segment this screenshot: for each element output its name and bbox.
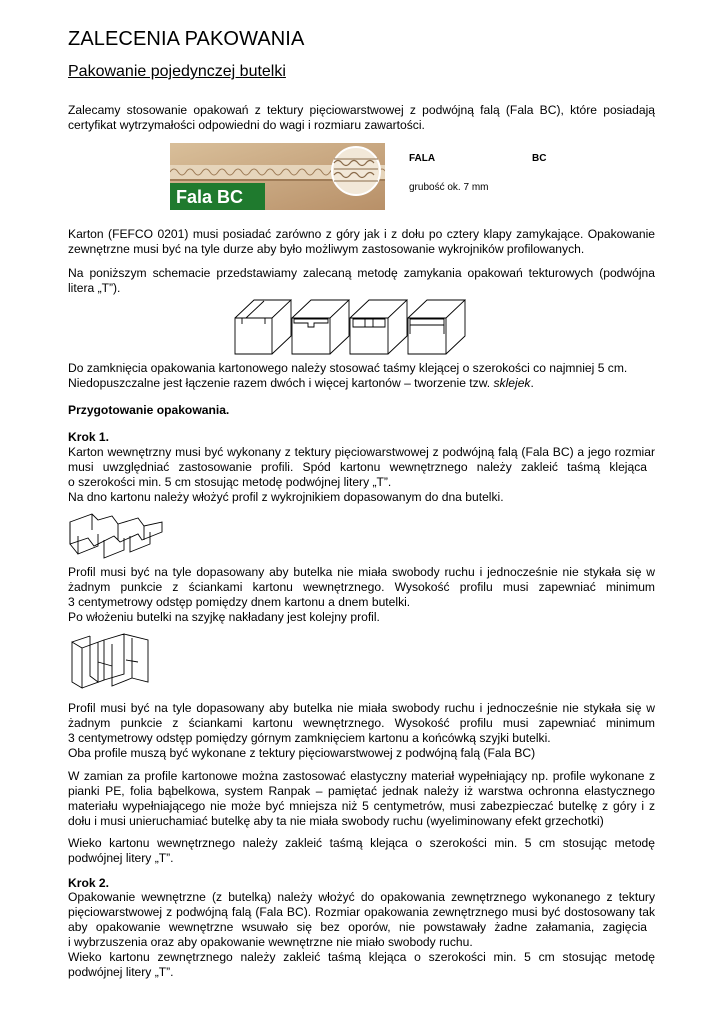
- box-closing-diagram: [232, 294, 472, 356]
- top-profile-diagram: [68, 632, 152, 694]
- krok2-paragraph: Opakowanie wewnętrzne (z butelką) należy włożyć do opakowania zewnętrznego wykonanego z tektury pięciowarstwowej z podwójną falą (Fala BC). Rozmiar opakowania zewnętrznego musi być dostosowany tak aby opakowanie wewnętrzne wsuwało się bez oporów, nie powstawały żadne załamania, zagięcia i wybrzuszenia oraz aby opakowanie wewnętrzne nie miało swobody ruchu. Wieko kartonu zewnętrznego należy zakleić taśmą klejąca o szerokości min. 5 cm stosując metodę podwójnej litery „T”.: [68, 890, 655, 979]
- page-title: ZALECENIA PAKOWANIA: [68, 28, 305, 50]
- fala-label: FALA: [409, 153, 436, 164]
- fala-bc-image: [170, 143, 385, 210]
- fala-value: BC: [532, 153, 547, 164]
- intro-paragraph: Zalecamy stosowanie opakowań z tektury pięciowarstwowej z podwójną falą (Fala BC), które posiadają certyfikat wytrzymałości odpowiedni do wagi i rozmiaru zawartości.: [68, 103, 655, 132]
- box-1: [235, 300, 291, 354]
- krok1-paragraph: Karton wewnętrzny musi być wykonany z tektury pięciowarstwowej z podwójną falą (Fala BC) a jego rozmiar musi uwzględniać zastosowanie profili. Spód kartonu wewnętrznego należy zakleić taśmą klejąca o szerokości min. 5 cm stosując metodę podwójnej litery „T”. Na dno kartonu należy włożyć profil z wykrojnikiem dopasowanym do dna butelki.: [68, 445, 655, 504]
- sklejek-term: sklejek: [493, 376, 531, 390]
- bottom-profile-diagram: [68, 510, 164, 560]
- box-4: [408, 300, 465, 354]
- box-3: [350, 300, 407, 354]
- wieko-wewnetrzne-paragraph: Wieko kartonu wewnętrznego należy zakleić taśmą klejąca o szerokości min. 5 cm stosując metodę podwójnej litery „T”.: [68, 836, 655, 865]
- zamkniecie-line-2: Niedopuszczalne jest łączenie razem dwóch i więcej kartonów – tworzenie tzw. sklejek.: [68, 376, 534, 390]
- fala-bc-image-label: Fala BC: [176, 187, 244, 207]
- karton-paragraph: Karton (FEFCO 0201) musi posiadać zarówno z góry jak i z dołu po cztery klapy zamykające. Opakowanie zewnętrzne musi być na tyle durze aby było możliwym zastosowanie wykrojników profilowanych.: [68, 227, 655, 256]
- zamiast-paragraph: W zamian za profile kartonowe można zastosować elastyczny materiał wypełniający np. profile wykonane z pianki PE, folia bąbelkowa, system Ranpak – pamiętać jednak należy iż warstwa ochronna elastycznego materiału wypełniającego nie może być mniejsza niż 5 centymetrów, musi zabezpieczać butelkę z góry i z dołu i musi unieruchamiać butelkę aby ta nie miała swobody ruchu (wyeliminowany efekt grzechotki): [68, 769, 655, 828]
- box-2: [292, 300, 349, 354]
- profil1-paragraph: Profil musi być na tyle dopasowany aby butelka nie miała swobody ruchu i jednocześnie nie stykała się w żadnym punkcie z ściankami kartonu wewnętrznego. Wysokość profilu musi zapewniać minimum 3 centymetrowy odstęp pomiędzy dnem kartonu a dnem butelki. Po włożeniu butelki na szyjkę nakładany jest kolejny profil.: [68, 565, 655, 624]
- krok2-heading: Krok 2.: [68, 876, 109, 890]
- krok1-heading: Krok 1.: [68, 430, 109, 444]
- fala-thickness: grubość ok. 7 mm: [409, 182, 489, 193]
- zamkniecie-line-1: Do zamknięcia opakowania kartonowego należy stosować taśmy klejącej o szerokości co najmniej 5 cm.: [68, 361, 628, 375]
- schemat-paragraph: Na poniższym schemacie przedstawiamy zalecaną metodę zamykania opakowań tekturowych (podwójna litera „T”).: [68, 266, 655, 295]
- profil2-paragraph: Profil musi być na tyle dopasowany aby butelka nie miała swobody ruchu i jednocześnie nie stykała się w żadnym punkcie z ściankami kartonu wewnętrznego. Wysokość profilu musi zapewniać minimum 3 centymetrowy odstęp pomiędzy górnym zamknięciem kartonu a końcówką szyjki butelki. Oba profile muszą być wykonane z tektury pięciowarstwowej z podwójną falą (Fala BC): [68, 701, 655, 760]
- page-subtitle: Pakowanie pojedynczej butelki: [68, 63, 286, 80]
- przygotowanie-heading: Przygotowanie opakowania.: [68, 403, 230, 417]
